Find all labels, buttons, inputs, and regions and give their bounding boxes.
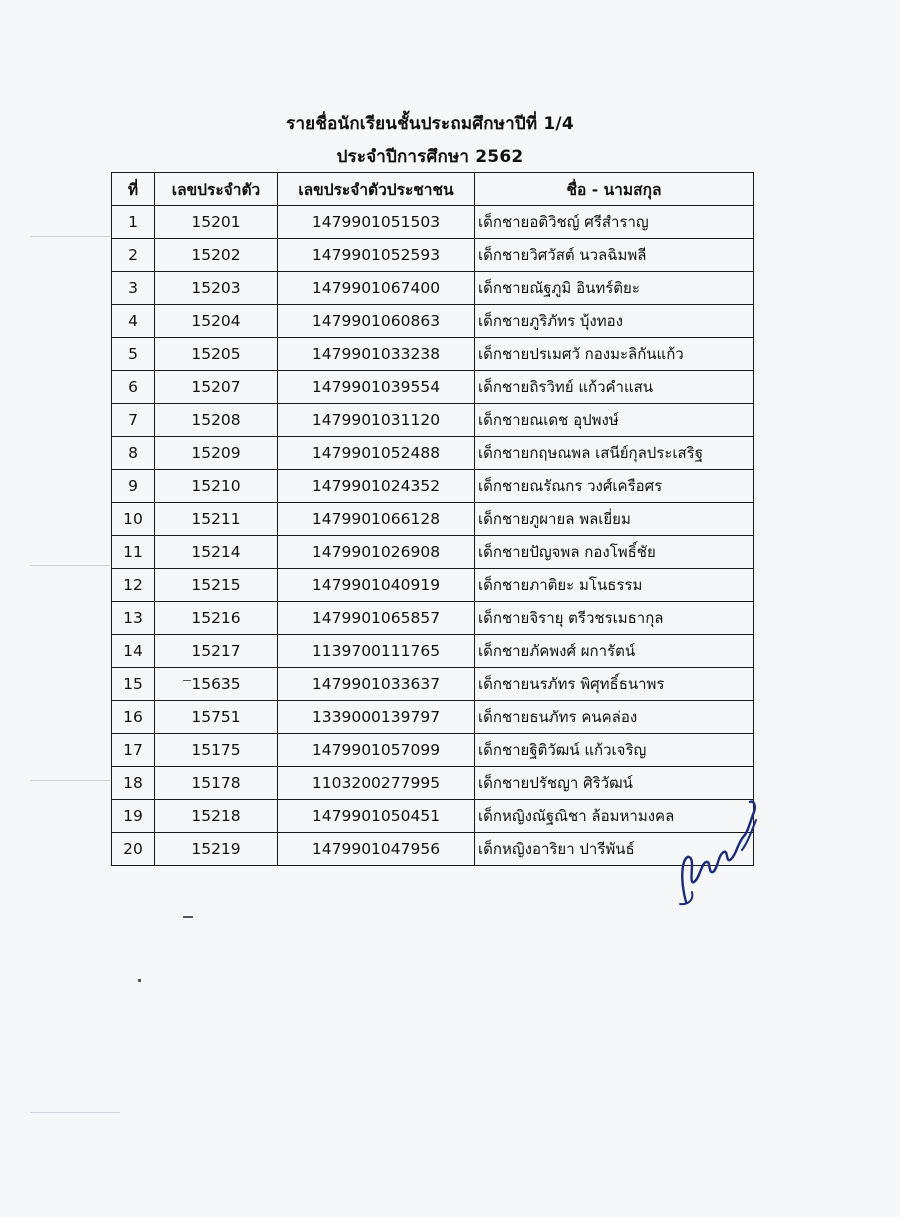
scan-artifact	[30, 780, 110, 781]
student-name-cell: เด็กชายจิรายุ ตรีวชรเมธากุล	[475, 602, 754, 635]
student-name-cell: เด็กหญิงณัฐณิชา ล้อมหามงคล	[475, 800, 754, 833]
student-id-cell: 15204	[155, 305, 278, 338]
table-row	[112, 503, 754, 536]
table-row	[112, 635, 754, 668]
student-roster-table	[111, 172, 754, 866]
citizen-id-cell: 1479901050451	[278, 800, 475, 833]
student-id-cell: 15207	[155, 371, 278, 404]
student-name-cell: เด็กชายนรภัทร พิศุทธิ์ธนาพร	[475, 668, 754, 701]
citizen-id-cell: 1479901047956	[278, 833, 475, 866]
student-id-cell: 15210	[155, 470, 278, 503]
row-number: 11	[112, 536, 155, 569]
citizen-id-cell: 1479901039554	[278, 371, 475, 404]
row-number: 4	[112, 305, 155, 338]
table-row	[112, 206, 754, 239]
row-number: 10	[112, 503, 155, 536]
student-name-cell: เด็กชายภูริภัทร บุ้งทอง	[475, 305, 754, 338]
student-id-cell: 15214	[155, 536, 278, 569]
scan-speck	[138, 979, 141, 982]
row-number: 16	[112, 701, 155, 734]
header-number: ที่	[112, 173, 155, 206]
table-row	[112, 305, 754, 338]
row-number: 1	[112, 206, 155, 239]
table-row	[112, 569, 754, 602]
table-row	[112, 536, 754, 569]
scan-speck	[183, 916, 193, 918]
table-row	[112, 767, 754, 800]
student-name-cell: เด็กชายปรเมศวั กองมะลิกันแก้ว	[475, 338, 754, 371]
table-row	[112, 272, 754, 305]
student-name-cell: เด็กชายภูผายล พลเยี่ยม	[475, 503, 754, 536]
row-number: 7	[112, 404, 155, 437]
handwritten-signature	[668, 792, 768, 907]
scan-artifact	[30, 1112, 120, 1113]
table-row	[112, 338, 754, 371]
table-row	[112, 734, 754, 767]
student-name-cell: เด็กชายภาติยะ มโนธรรม	[475, 569, 754, 602]
scan-artifact	[30, 565, 110, 566]
citizen-id-cell: 1139700111765	[278, 635, 475, 668]
student-name-cell: เด็กชายภัคพงศ์ ผการัตน์	[475, 635, 754, 668]
table-row	[112, 668, 754, 701]
student-name-cell: เด็กชายณรัณกร วงศ์เครือศร	[475, 470, 754, 503]
citizen-id-cell: 1479901052488	[278, 437, 475, 470]
student-id-cell: 15208	[155, 404, 278, 437]
scan-artifact	[30, 236, 110, 237]
citizen-id-cell: 1479901040919	[278, 569, 475, 602]
header-full-name: ชื่อ - นามสกุล	[475, 173, 754, 206]
student-id-cell: 15209	[155, 437, 278, 470]
citizen-id-cell: 1479901052593	[278, 239, 475, 272]
student-name-cell: เด็กชายธนภัทร คนคล่อง	[475, 701, 754, 734]
header-citizen-id: เลขประจำตัวประชาชน	[278, 173, 475, 206]
table-row	[112, 833, 754, 866]
student-name-cell: เด็กชายณเดช อุปพงษ์	[475, 404, 754, 437]
student-id-cell: 15203	[155, 272, 278, 305]
student-name-cell: เด็กชายกฤษณพล เสนีย์กุลประเสริฐ	[475, 437, 754, 470]
student-id-cell: 15202	[155, 239, 278, 272]
student-id-cell: 15205	[155, 338, 278, 371]
row-number: 15	[112, 668, 155, 701]
citizen-id-cell: 1479901066128	[278, 503, 475, 536]
row-number: 3	[112, 272, 155, 305]
student-name-cell: เด็กชายฐิติวัฒน์ แก้วเจริญ	[475, 734, 754, 767]
citizen-id-cell: 1479901024352	[278, 470, 475, 503]
table-row	[112, 470, 754, 503]
row-number: 17	[112, 734, 155, 767]
student-name-cell: เด็กชายอติวิชญ์ ศรีสำราญ	[475, 206, 754, 239]
row-number: 5	[112, 338, 155, 371]
citizen-id-cell: 1479901051503	[278, 206, 475, 239]
row-number: 13	[112, 602, 155, 635]
citizen-id-cell: 1103200277995	[278, 767, 475, 800]
citizen-id-cell: 1479901033238	[278, 338, 475, 371]
row-number: 9	[112, 470, 155, 503]
citizen-id-cell: 1339000139797	[278, 701, 475, 734]
student-name-cell: เด็กชายณัฐภูมิ อินทร์ติยะ	[475, 272, 754, 305]
row-number: 6	[112, 371, 155, 404]
student-id-cell: 15216	[155, 602, 278, 635]
student-id-cell: 15751	[155, 701, 278, 734]
student-id-cell: 15635	[155, 668, 278, 701]
row-number: 12	[112, 569, 155, 602]
row-number: 8	[112, 437, 155, 470]
citizen-id-cell: 1479901031120	[278, 404, 475, 437]
student-name-cell: เด็กชายปรัชญา ศิริวัฒน์	[475, 767, 754, 800]
table-header-row	[112, 173, 754, 206]
student-id-cell: 15217	[155, 635, 278, 668]
table-row	[112, 800, 754, 833]
table-row	[112, 371, 754, 404]
table-row	[112, 404, 754, 437]
table-row	[112, 701, 754, 734]
citizen-id-cell: 1479901057099	[278, 734, 475, 767]
row-number: 19	[112, 800, 155, 833]
table-row	[112, 602, 754, 635]
student-id-cell: 15211	[155, 503, 278, 536]
header-student-id: เลขประจำตัว	[155, 173, 278, 206]
student-id-cell: 15218	[155, 800, 278, 833]
student-id-cell: 15175	[155, 734, 278, 767]
student-name-cell: เด็กชายถิรวิทย์ แก้วคำแสน	[475, 371, 754, 404]
document-subtitle: ประจำปีการศึกษา 2562	[336, 147, 524, 167]
student-name-cell: เด็กหญิงอาริยา ปารีพันธ์	[475, 833, 754, 866]
row-number: 14	[112, 635, 155, 668]
citizen-id-cell: 1479901026908	[278, 536, 475, 569]
citizen-id-cell: 1479901060863	[278, 305, 475, 338]
row-number: 18	[112, 767, 155, 800]
document-title: รายชื่อนักเรียนชั้นประถมศึกษาปีที่ 1/4	[286, 114, 574, 134]
student-id-cell: 15219	[155, 833, 278, 866]
student-name-cell: เด็กชายปัญจพล กองโพธิ์ชัย	[475, 536, 754, 569]
table-body	[112, 206, 754, 866]
citizen-id-cell: 1479901067400	[278, 272, 475, 305]
student-id-cell: 15178	[155, 767, 278, 800]
student-id-cell: 15201	[155, 206, 278, 239]
table-row	[112, 239, 754, 272]
row-number: 20	[112, 833, 155, 866]
student-name-cell: เด็กชายวิศวัสต์ นวลฉิมพลี	[475, 239, 754, 272]
student-id-cell: 15215	[155, 569, 278, 602]
citizen-id-cell: 1479901065857	[278, 602, 475, 635]
citizen-id-cell: 1479901033637	[278, 668, 475, 701]
row-number: 2	[112, 239, 155, 272]
table-row	[112, 437, 754, 470]
